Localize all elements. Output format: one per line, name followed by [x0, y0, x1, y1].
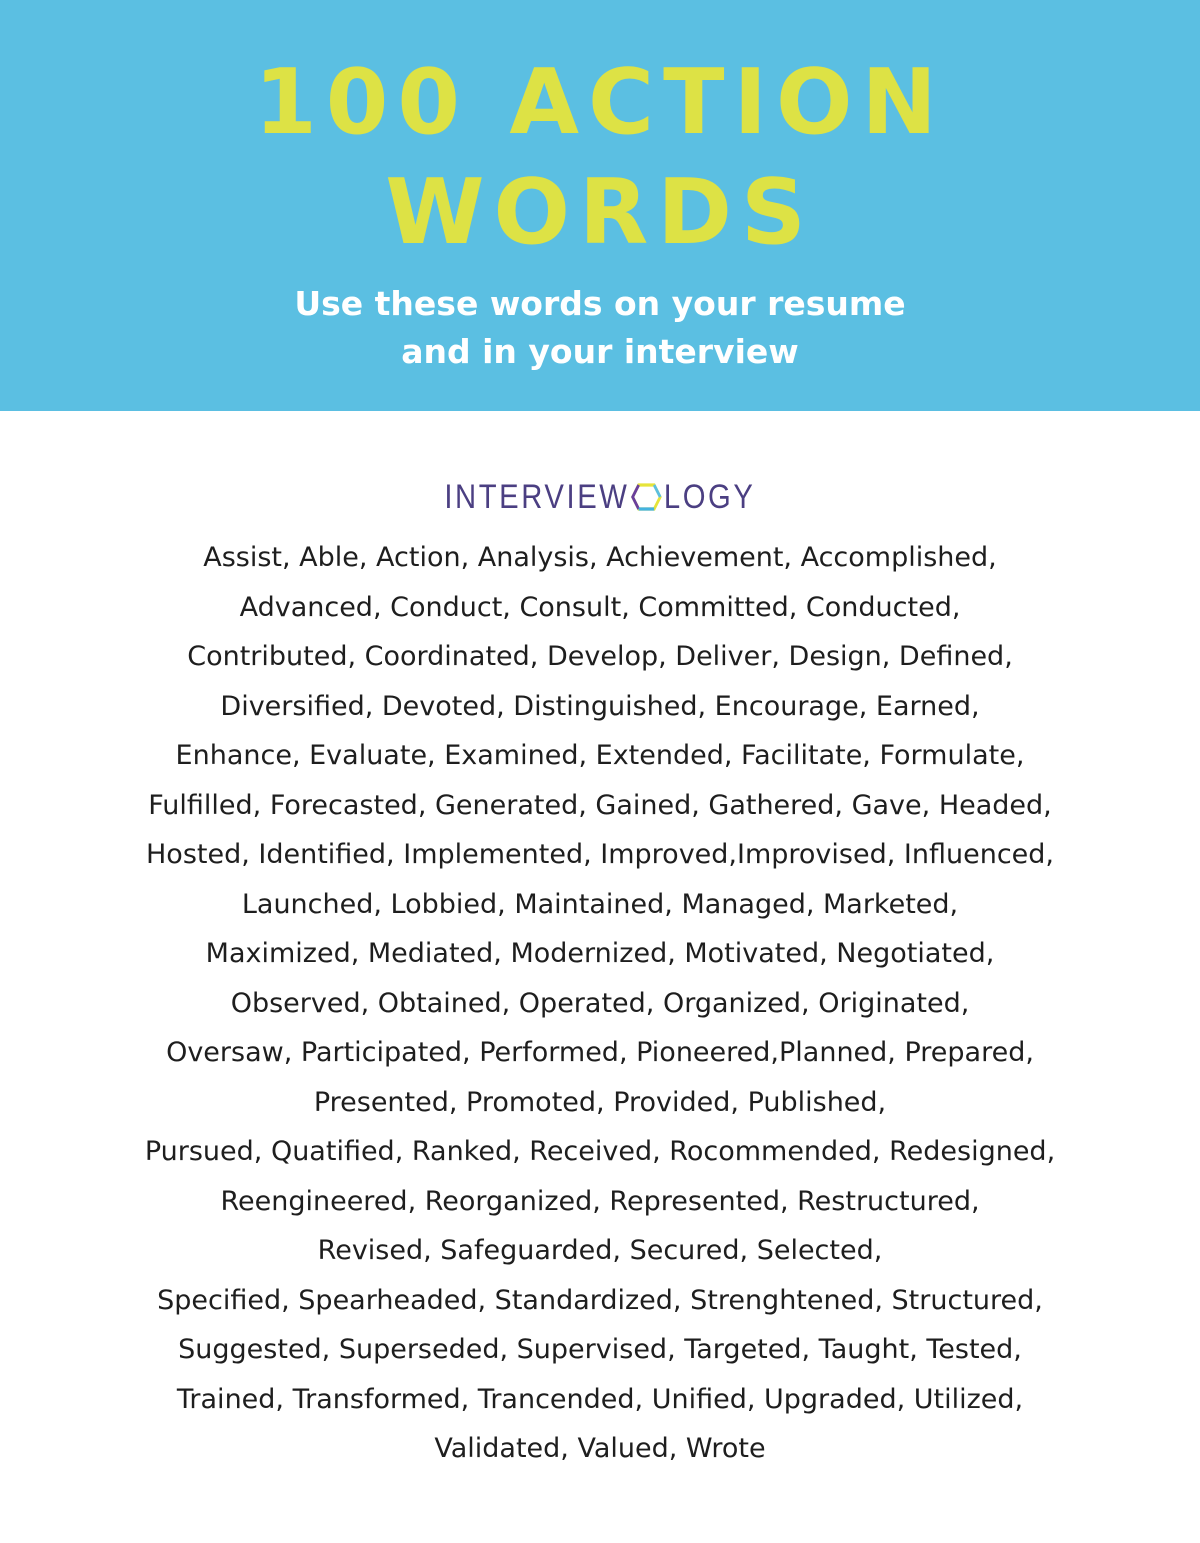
- word-line: Suggested, Superseded, Supervised, Targeted, Taught, Tested,: [178, 1334, 1022, 1365]
- header-banner: [0, 0, 1200, 411]
- word-line: Maximized, Mediated, Modernized, Motivated, Negotiated,: [205, 938, 995, 969]
- page-title: [250, 0, 950, 268]
- word-line: Revised, Safeguarded, Secured, Selected,: [317, 1235, 883, 1266]
- word-line: Specified, Spearheaded, Standardized, Strenghtened, Structured,: [157, 1284, 1043, 1316]
- logo-text-before: INTERVIEW: [444, 477, 630, 516]
- word-line: Oversaw, Participated, Performed, Pioneered,Planned, Prepared,: [166, 1037, 1034, 1068]
- title-line-2: WORDS: [385, 160, 815, 265]
- hexagon-o-icon: [631, 482, 662, 512]
- action-words-list: [0, 533, 1200, 1474]
- title-line-1: 100 ACTION: [254, 50, 946, 155]
- word-line: Hosted, Identified, Implemented, Improved,Improvised, Influenced,: [146, 839, 1054, 870]
- page-subtitle: [220, 280, 980, 376]
- subtitle-line-2: and in your interview: [401, 332, 799, 371]
- word-line: Assist, Able, Action, Analysis, Achievement, Accomplished,: [203, 542, 997, 573]
- word-line: Enhance, Evaluate, Examined, Extended, Facilitate, Formulate,: [175, 740, 1025, 771]
- logo-wordmark: [444, 478, 755, 517]
- word-line: Advanced, Conduct, Consult, Committed, Conducted,: [239, 591, 961, 623]
- logo-text-after: LOGY: [663, 477, 756, 516]
- word-line: Observed, Obtained, Operated, Organized, Originated,: [230, 987, 970, 1019]
- subtitle-line-1: Use these words on your resume: [294, 284, 906, 323]
- word-line: Trained, Transformed, Trancended, Unified, Upgraded, Utilized,: [176, 1383, 1024, 1415]
- word-line: Contributed, Coordinated, Develop, Deliver, Design, Defined,: [187, 641, 1013, 672]
- word-line: Validated, Valued, Wrote: [434, 1433, 766, 1464]
- word-line: Reengineered, Reorganized, Represented, Restructured,: [220, 1185, 980, 1217]
- word-line: Pursued, Quatified, Ranked, Received, Rocommended, Redesigned,: [144, 1136, 1056, 1167]
- word-line: Presented, Promoted, Provided, Published,: [313, 1086, 887, 1118]
- word-line: Diversified, Devoted, Distinguished, Encourage, Earned,: [220, 690, 980, 722]
- word-line: Fulfilled, Forecasted, Generated, Gained, Gathered, Gave, Headed,: [148, 789, 1052, 821]
- word-line: Launched, Lobbied, Maintained, Managed, Marketed,: [241, 888, 959, 920]
- brand-logo: [0, 477, 1200, 517]
